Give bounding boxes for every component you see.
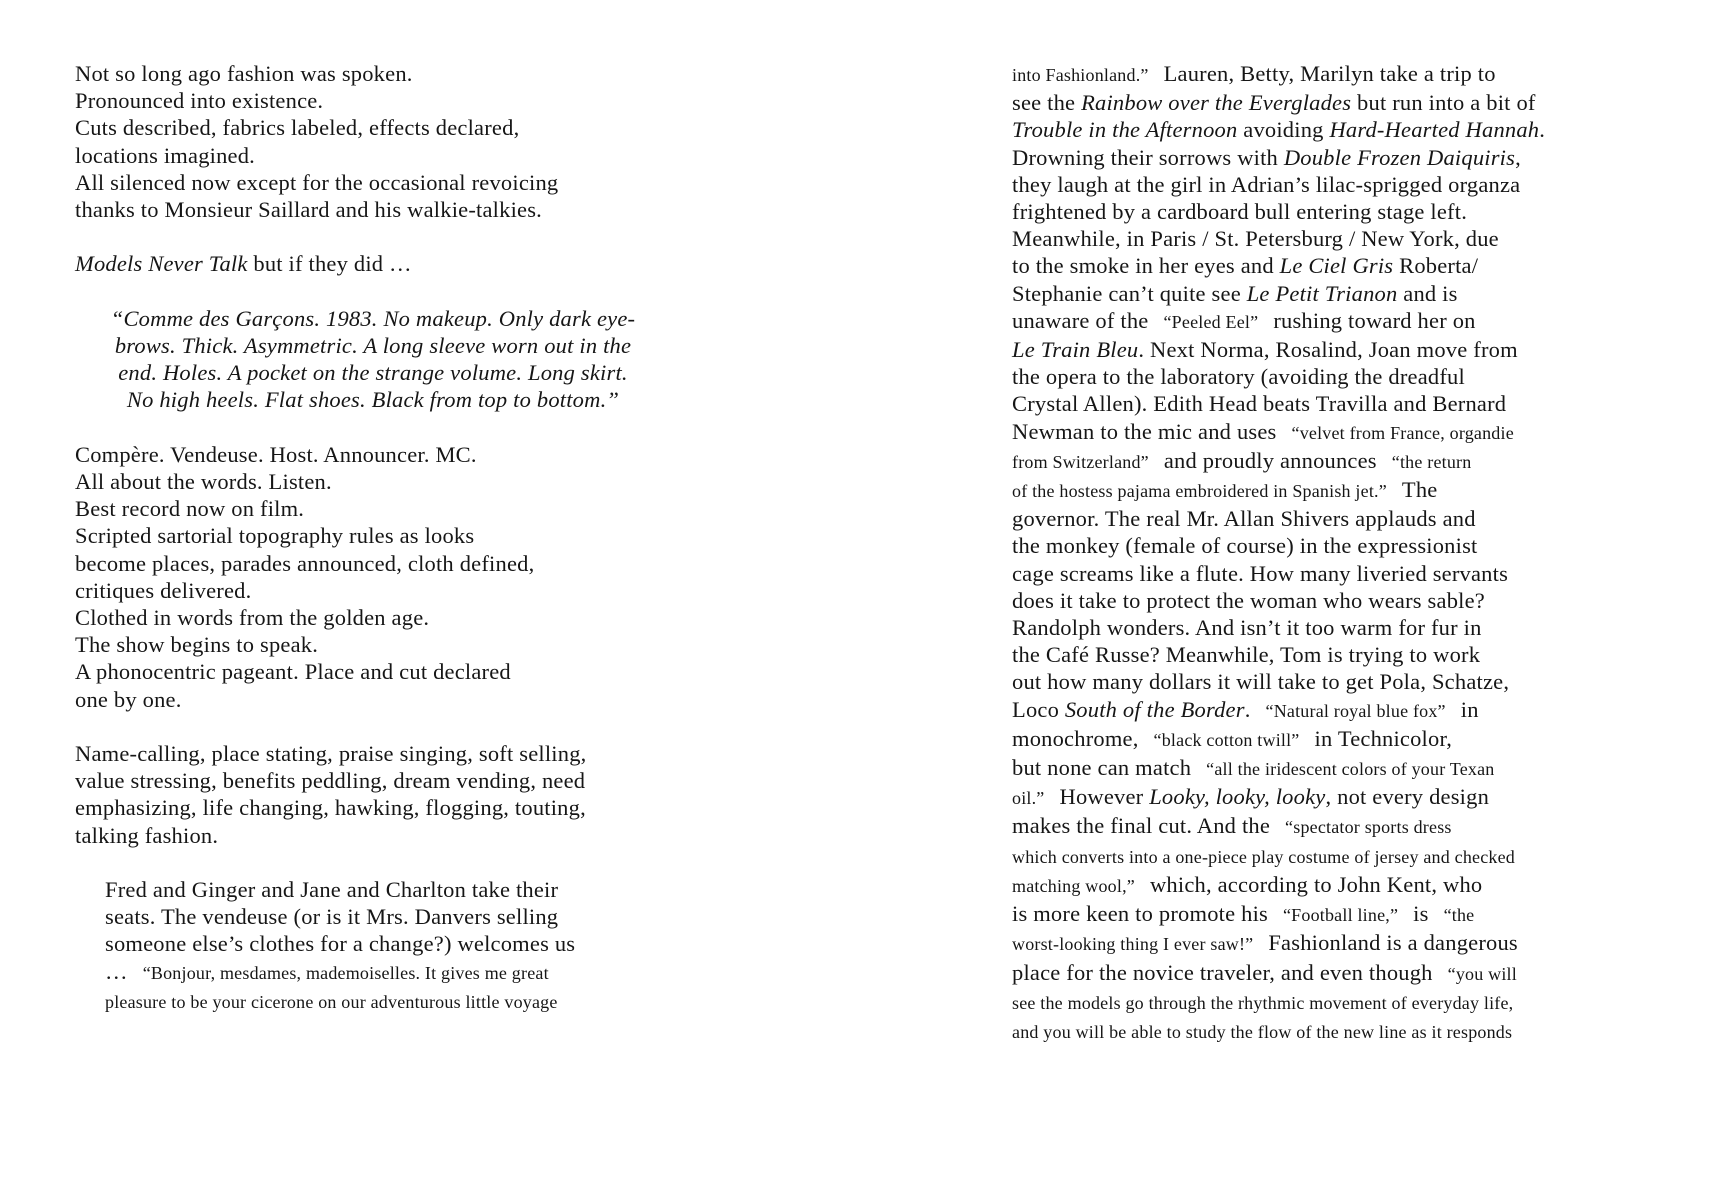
italic-segment: Hard-Hearted Hannah — [1329, 117, 1540, 143]
text-line — [105, 876, 695, 903]
inline-quote-segment: “Natural royal blue fox” — [1265, 700, 1446, 721]
text-segment: Stephanie can’t quite see — [1012, 280, 1247, 306]
text-segment: Scripted sartorial topography rules as looks — [75, 523, 475, 549]
text-segment: someone else’s clothes for a change?) welcomes us — [105, 931, 576, 957]
text-segment: All about the words. Listen. — [75, 469, 332, 494]
text-segment: critiques delivered. — [75, 577, 252, 603]
text-line — [1012, 668, 1672, 695]
inline-quote-segment: worst-looking thing I ever saw!” — [1012, 934, 1254, 955]
inline-quote-segment: “the — [1443, 905, 1475, 926]
text-line — [75, 250, 695, 277]
text-segment: which, according to John Kent, who — [1149, 871, 1483, 897]
text-segment: . — [1244, 696, 1251, 722]
text-segment: is more keen to promote his — [1012, 901, 1268, 927]
text-line — [1012, 307, 1672, 336]
text-segment: value stressing, benefits peddling, dream vending, need — [75, 768, 586, 794]
text-line — [1012, 505, 1672, 532]
inline-quote-segment: “you will — [1447, 963, 1517, 984]
text-line — [1012, 60, 1672, 89]
text-segment: . Next Norma, Rosalind, Joan move from — [1138, 337, 1518, 363]
text-segment: talking fashion. — [75, 822, 219, 848]
inline-quote-segment: and you will be able to study the flow of the new line as it responds — [1012, 1021, 1513, 1042]
text-segment: Fashionland is a dangerous — [1268, 930, 1518, 956]
text-segment: Drowning their sorrows with — [1012, 144, 1284, 170]
text-line — [1012, 144, 1672, 171]
text-segment: , — [1515, 144, 1521, 170]
text-line — [75, 495, 695, 522]
inline-quote-segment: “spectator sports dress — [1285, 817, 1452, 838]
text-segment: locations imagined. — [75, 142, 256, 168]
text-line — [105, 903, 695, 930]
text-segment: in — [1460, 696, 1479, 722]
text-segment: avoiding — [1237, 117, 1330, 143]
right-page-column — [1012, 60, 1672, 1073]
text-line — [1012, 988, 1672, 1017]
text-line — [75, 604, 695, 631]
text-segment: Not so long ago fashion was spoken. — [75, 61, 413, 86]
text-line — [1012, 812, 1672, 841]
inline-quote-segment: which converts into a one-piece play costume of jersey and checked — [1012, 846, 1516, 867]
text-line — [1012, 476, 1672, 505]
text-segment: and is — [1397, 280, 1458, 306]
italic-segment: Rainbow over the Everglades — [1081, 90, 1352, 116]
text-line — [75, 468, 695, 495]
text-segment: The show begins to speak. — [75, 632, 319, 658]
text-line — [75, 686, 695, 713]
paragraph — [75, 441, 695, 713]
text-line — [75, 114, 695, 141]
italic-segment: South of the Border — [1064, 696, 1245, 722]
text-segment: one by one. — [75, 686, 182, 712]
text-line — [1012, 363, 1672, 390]
text-segment: Compère. Vendeuse. Host. Announcer. MC. — [75, 441, 477, 467]
text-segment: is — [1413, 901, 1429, 927]
text-line — [1012, 587, 1672, 614]
text-segment: and proudly announces — [1163, 447, 1377, 473]
text-segment: Randolph wonders. And isn’t it too warm for fur in — [1012, 615, 1482, 641]
text-segment: does it take to protect the woman who wears sable? — [1012, 587, 1485, 613]
text-line — [105, 958, 695, 987]
text-segment: Cuts described, fabrics labeled, effects declared, — [75, 115, 520, 141]
text-segment: in Technicolor, — [1314, 725, 1453, 751]
text-line — [75, 577, 695, 604]
text-line — [1012, 929, 1672, 958]
text-line — [1012, 614, 1672, 641]
text-segment: they laugh at the girl in Adrian’s lilac-sprigged organza — [1012, 171, 1521, 197]
text-line — [1012, 89, 1672, 116]
text-line — [1012, 696, 1672, 725]
text-line — [1012, 252, 1672, 279]
inline-quote-segment: from Switzerland” — [1012, 451, 1149, 472]
text-line — [75, 332, 671, 359]
text-line — [75, 169, 695, 196]
text-line — [75, 142, 695, 169]
inline-quote-segment: oil.” — [1012, 788, 1045, 809]
text-line — [75, 441, 695, 468]
italic-segment: Models Never Talk — [75, 251, 248, 277]
text-segment: rushing toward her on — [1273, 307, 1476, 333]
italic-segment: brows. Thick. Asymmetric. A long sleeve worn out in the — [114, 333, 632, 358]
text-segment: Fred and Ginger and Jane and Charlton take their — [105, 877, 559, 903]
text-line — [75, 550, 695, 577]
text-segment: place for the novice traveler, and even though — [1012, 959, 1433, 985]
text-line — [1012, 959, 1672, 988]
text-segment: but if they did … — [247, 251, 412, 277]
text-segment: Newman to the mic and uses — [1012, 418, 1277, 444]
text-segment: thanks to Monsieur Saillard and his walkie-talkies. — [75, 197, 542, 223]
block-quote — [75, 305, 671, 414]
italic-segment: Looky, looky, looky — [1149, 784, 1326, 810]
text-segment: out how many dollars it will take to get Pola, Schatze, — [1012, 669, 1510, 695]
inline-quote-segment: “black cotton twill” — [1153, 729, 1300, 750]
inline-quote-segment: matching wool,” — [1012, 875, 1135, 896]
text-line — [1012, 1017, 1672, 1046]
text-segment: Pronounced into existence. — [75, 88, 324, 114]
text-segment: … — [105, 958, 128, 984]
text-line — [1012, 560, 1672, 587]
italic-segment: Trouble in the Afternoon — [1012, 117, 1238, 143]
italic-segment: Le Petit Trianon — [1246, 280, 1398, 306]
text-line — [75, 740, 695, 767]
inline-quote-segment: of the hostess pajama embroidered in Spanish jet.” — [1012, 481, 1387, 502]
text-line — [1012, 900, 1672, 929]
text-segment: Crystal Allen). Edith Head beats Travilla and Bernard — [1012, 391, 1507, 417]
text-line — [1012, 871, 1672, 900]
italic-segment: Double Frozen Daiquiris — [1283, 144, 1516, 170]
text-segment: but run into a bit of — [1351, 90, 1536, 116]
text-segment: Lauren, Betty, Marilyn take a trip to — [1163, 61, 1496, 86]
text-line — [1012, 171, 1672, 198]
text-line — [1012, 842, 1672, 871]
text-segment: . — [1539, 117, 1546, 143]
italic-segment: Le Train Bleu — [1012, 337, 1139, 363]
text-segment: unaware of the — [1012, 307, 1149, 333]
text-line — [1012, 198, 1672, 225]
text-line — [75, 196, 695, 223]
text-segment: see the — [1012, 90, 1082, 116]
italic-segment: end. Holes. A pocket on the strange volume. Long skirt. — [118, 360, 628, 386]
text-segment: Name-calling, place stating, praise singing, soft selling, — [75, 741, 587, 767]
text-segment: the opera to the laboratory (avoiding the dreadful — [1012, 364, 1465, 390]
text-line — [75, 631, 695, 658]
text-line — [75, 359, 671, 386]
text-segment: Best record now on film. — [75, 496, 305, 522]
text-segment: the monkey (female of course) in the expressionist — [1012, 533, 1478, 559]
text-segment: makes the final cut. And the — [1012, 813, 1271, 839]
text-segment: Clothed in words from the golden age. — [75, 605, 430, 631]
text-line — [1012, 783, 1672, 812]
inline-quote-segment: “velvet from France, organdie — [1291, 422, 1514, 443]
paragraph — [75, 876, 695, 1016]
inline-quote-segment: “Bonjour, mesdames, mademoiselles. It gives me great — [142, 962, 549, 983]
text-segment: All silenced now except for the occasional revoicing — [75, 169, 559, 195]
text-line — [1012, 225, 1672, 252]
text-line — [75, 87, 695, 114]
text-line — [75, 658, 695, 685]
text-segment: Loco — [1012, 696, 1065, 722]
inline-quote-segment: into Fashionland.” — [1012, 65, 1149, 85]
text-segment: cage screams like a flute. How many liveried servants — [1012, 560, 1509, 586]
text-segment: The — [1401, 477, 1438, 503]
text-segment: monochrome, — [1012, 725, 1139, 751]
text-line — [105, 987, 695, 1016]
italic-segment: No high heels. Flat shoes. Black from top to bottom.” — [126, 387, 620, 413]
inline-quote-segment: “Football line,” — [1282, 905, 1399, 926]
inline-quote-segment: “the return — [1391, 451, 1472, 472]
text-segment: However — [1059, 784, 1150, 810]
text-line — [1012, 725, 1672, 754]
text-line — [1012, 390, 1672, 417]
text-line — [105, 930, 695, 957]
text-segment: , not every design — [1325, 784, 1490, 810]
text-line — [1012, 336, 1672, 363]
inline-quote-segment: “all the iridescent colors of your Texan — [1206, 759, 1495, 780]
text-line — [1012, 116, 1672, 143]
paragraph — [75, 250, 695, 277]
text-line — [75, 767, 695, 794]
text-line — [1012, 532, 1672, 559]
text-line — [75, 386, 671, 413]
text-segment: A phonocentric pageant. Place and cut declared — [75, 659, 511, 685]
paragraph — [75, 60, 695, 223]
text-segment: but none can match — [1012, 755, 1192, 781]
text-segment: the Café Russe? Meanwhile, Tom is trying to work — [1012, 642, 1481, 668]
text-line — [1012, 447, 1672, 476]
text-line — [1012, 641, 1672, 668]
text-line — [75, 794, 695, 821]
paragraph — [1012, 60, 1672, 1046]
text-segment: governor. The real Mr. Allan Shivers applauds and — [1012, 506, 1476, 532]
text-line — [1012, 280, 1672, 307]
text-segment: become places, parades announced, cloth defined, — [75, 550, 535, 576]
text-line — [75, 522, 695, 549]
text-segment: Roberta/ — [1393, 253, 1479, 279]
text-segment: Meanwhile, in Paris / St. Petersburg / New York, due — [1012, 226, 1499, 252]
text-line — [1012, 418, 1672, 447]
inline-quote-segment: see the models go through the rhythmic movement of everyday life, — [1012, 992, 1514, 1013]
text-segment: emphasizing, life changing, hawking, flogging, touting, — [75, 795, 586, 821]
text-segment: to the smoke in her eyes and — [1012, 253, 1280, 279]
left-page-column — [75, 60, 695, 1043]
inline-quote-segment: pleasure to be your cicerone on our adventurous little voyage — [105, 991, 558, 1012]
text-segment: frightened by a cardboard bull entering stage left. — [1012, 199, 1468, 225]
text-line — [1012, 754, 1672, 783]
italic-segment: Le Ciel Gris — [1279, 253, 1394, 279]
inline-quote-segment: “Peeled Eel” — [1163, 311, 1259, 332]
text-line — [75, 305, 671, 332]
italic-segment: “Comme des Garçons. 1983. No makeup. Only dark eye- — [110, 305, 636, 331]
text-line — [75, 822, 695, 849]
paragraph — [75, 740, 695, 849]
text-segment: seats. The vendeuse (or is it Mrs. Danvers selling — [105, 904, 559, 930]
text-line — [75, 60, 695, 87]
